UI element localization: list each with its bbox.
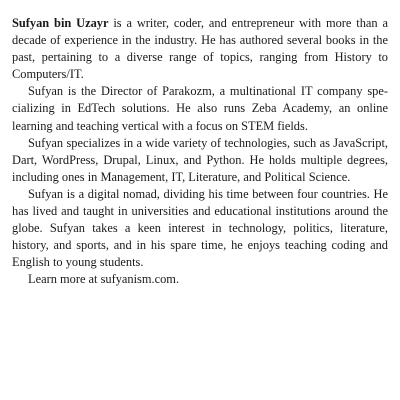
author-bio-section — [12, 15, 388, 289]
bio-paragraph-skills: Sufyan specializes in a wide variety of technologies, such as JavaScript, Dart, WordPress, Drupal, Linux, and Python. He holds multiple degrees, including ones in Management, IT, Literature, and Political Science. — [12, 135, 388, 184]
bio-intro-text: is a writer, coder, and entrepreneur with more than a decade of experience in the industry. He has authored several books in the past, pertaining to a diverse range of topics, ranging from History to Computers/IT. — [12, 16, 388, 82]
bio-paragraph-company: Sufyan is the Director of Parakozm, a multinational IT company specializing in EdTech solutions. He also runs Zeba Academy, an online learning and teaching vertical with a focus on STEM fields. — [12, 84, 388, 133]
bio-paragraph-website: Learn more at sufyanism.com. — [28, 272, 180, 287]
author-name: Sufyan bin Uzayr — [12, 16, 109, 30]
bio-paragraph-nomad: Sufyan is a digital nomad, dividing his time between four countries. He has lived and taught in universities and educational institutions around the globe. Sufyan takes a keen interest in technology, politics, literature, history, and sports, and in his spare time, he enjoys teaching coding and English to young students. — [12, 186, 388, 270]
bio-paragraph-intro — [12, 15, 388, 83]
